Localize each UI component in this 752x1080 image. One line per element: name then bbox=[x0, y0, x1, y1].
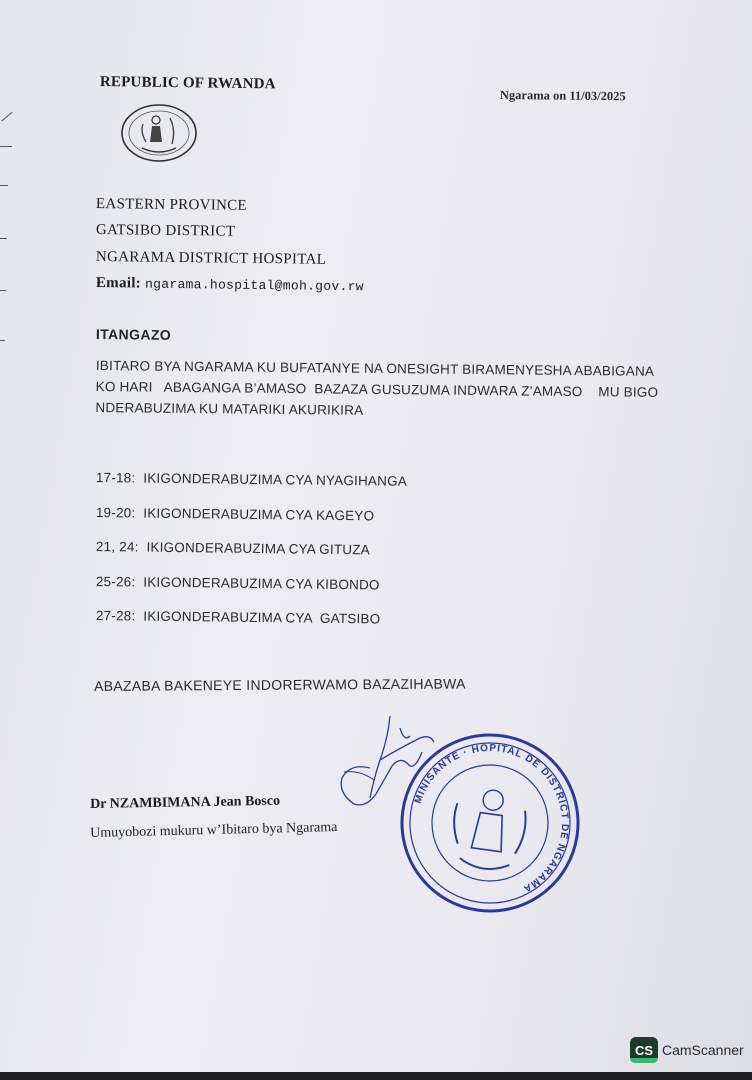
schedule-row bbox=[96, 608, 381, 626]
signatory-title: Umuyobozi mukuru w’Ibitaro bya Ngarama bbox=[90, 819, 338, 841]
schedule-row bbox=[96, 470, 407, 489]
province-line: EASTERN PROVINCE bbox=[95, 196, 248, 214]
schedule-place: IKIGONDERABUZIMA CYA KIBONDO bbox=[143, 574, 380, 593]
rwanda-coat-of-arms-icon bbox=[118, 102, 200, 166]
notice-line: NDERABUZIMA KU MATARIKI AKURIKIRA bbox=[95, 399, 364, 418]
schedule-place: IKIGONDERABUZIMA CYA GATSIBO bbox=[143, 608, 381, 627]
edge-mark bbox=[1, 112, 12, 122]
camscanner-label: CamScanner bbox=[662, 1042, 744, 1058]
district-line: GATSIBO DISTRICT bbox=[95, 222, 236, 240]
edge-mark bbox=[0, 185, 8, 186]
camscanner-logo-icon: CS bbox=[630, 1037, 658, 1063]
email-line bbox=[96, 275, 364, 295]
schedule-dates: 21, 24: bbox=[95, 539, 139, 555]
notice-line: KO HARI ABAGANGA B’AMASO BAZAZA GUSUZUMA INDWARA Z’AMASO MU BIGO bbox=[95, 378, 659, 400]
email-address: ngarama.hospital@moh.gov.rw bbox=[145, 276, 364, 295]
edge-mark bbox=[0, 340, 5, 341]
schedule-dates: 17-18: bbox=[95, 470, 136, 486]
signatory-name: Dr NZAMBIMANA Jean Bosco bbox=[90, 793, 281, 812]
hospital-line: NGARAMA DISTRICT HOSPITAL bbox=[95, 249, 327, 268]
schedule-place: IKIGONDERABUZIMA CYA NYAGIHANGA bbox=[143, 470, 408, 489]
schedule-dates: 19-20: bbox=[95, 505, 136, 521]
schedule-row bbox=[96, 574, 380, 592]
edge-mark bbox=[0, 238, 7, 239]
country-heading: REPUBLIC OF RWANDA bbox=[99, 74, 276, 93]
schedule-row bbox=[96, 505, 375, 523]
edge-mark bbox=[0, 290, 6, 291]
closing-statement: ABAZABA BAKENEYE INDORERWAMO BAZAZIHABWA bbox=[94, 675, 466, 694]
notice-paragraph bbox=[95, 355, 752, 425]
document-date: Ngarama on 11/03/2025 bbox=[499, 88, 626, 104]
notice-line: IBITARO BYA NGARAMA KU BUFATANYE NA ONESIGHT BIRAMENYESHA ABABIGANA bbox=[95, 357, 655, 379]
schedule-dates: 27-28: bbox=[95, 608, 136, 624]
email-label: Email: bbox=[95, 275, 142, 292]
hospital-official-stamp bbox=[383, 716, 598, 931]
schedule-row bbox=[96, 539, 370, 557]
notice-title: ITANGAZO bbox=[95, 326, 172, 343]
schedule-dates: 25-26: bbox=[95, 574, 136, 590]
camscanner-watermark bbox=[630, 1037, 744, 1063]
schedule-place: IKIGONDERABUZIMA CYA GITUZA bbox=[146, 539, 371, 558]
schedule-place: IKIGONDERABUZIMA CYA KAGEYO bbox=[143, 505, 375, 524]
edge-mark bbox=[0, 146, 12, 147]
bottom-bar bbox=[0, 1072, 752, 1080]
stamp-ring-text: MINISANTE · HOPITAL DE DISTRICT DE NGARAMA bbox=[412, 742, 571, 895]
